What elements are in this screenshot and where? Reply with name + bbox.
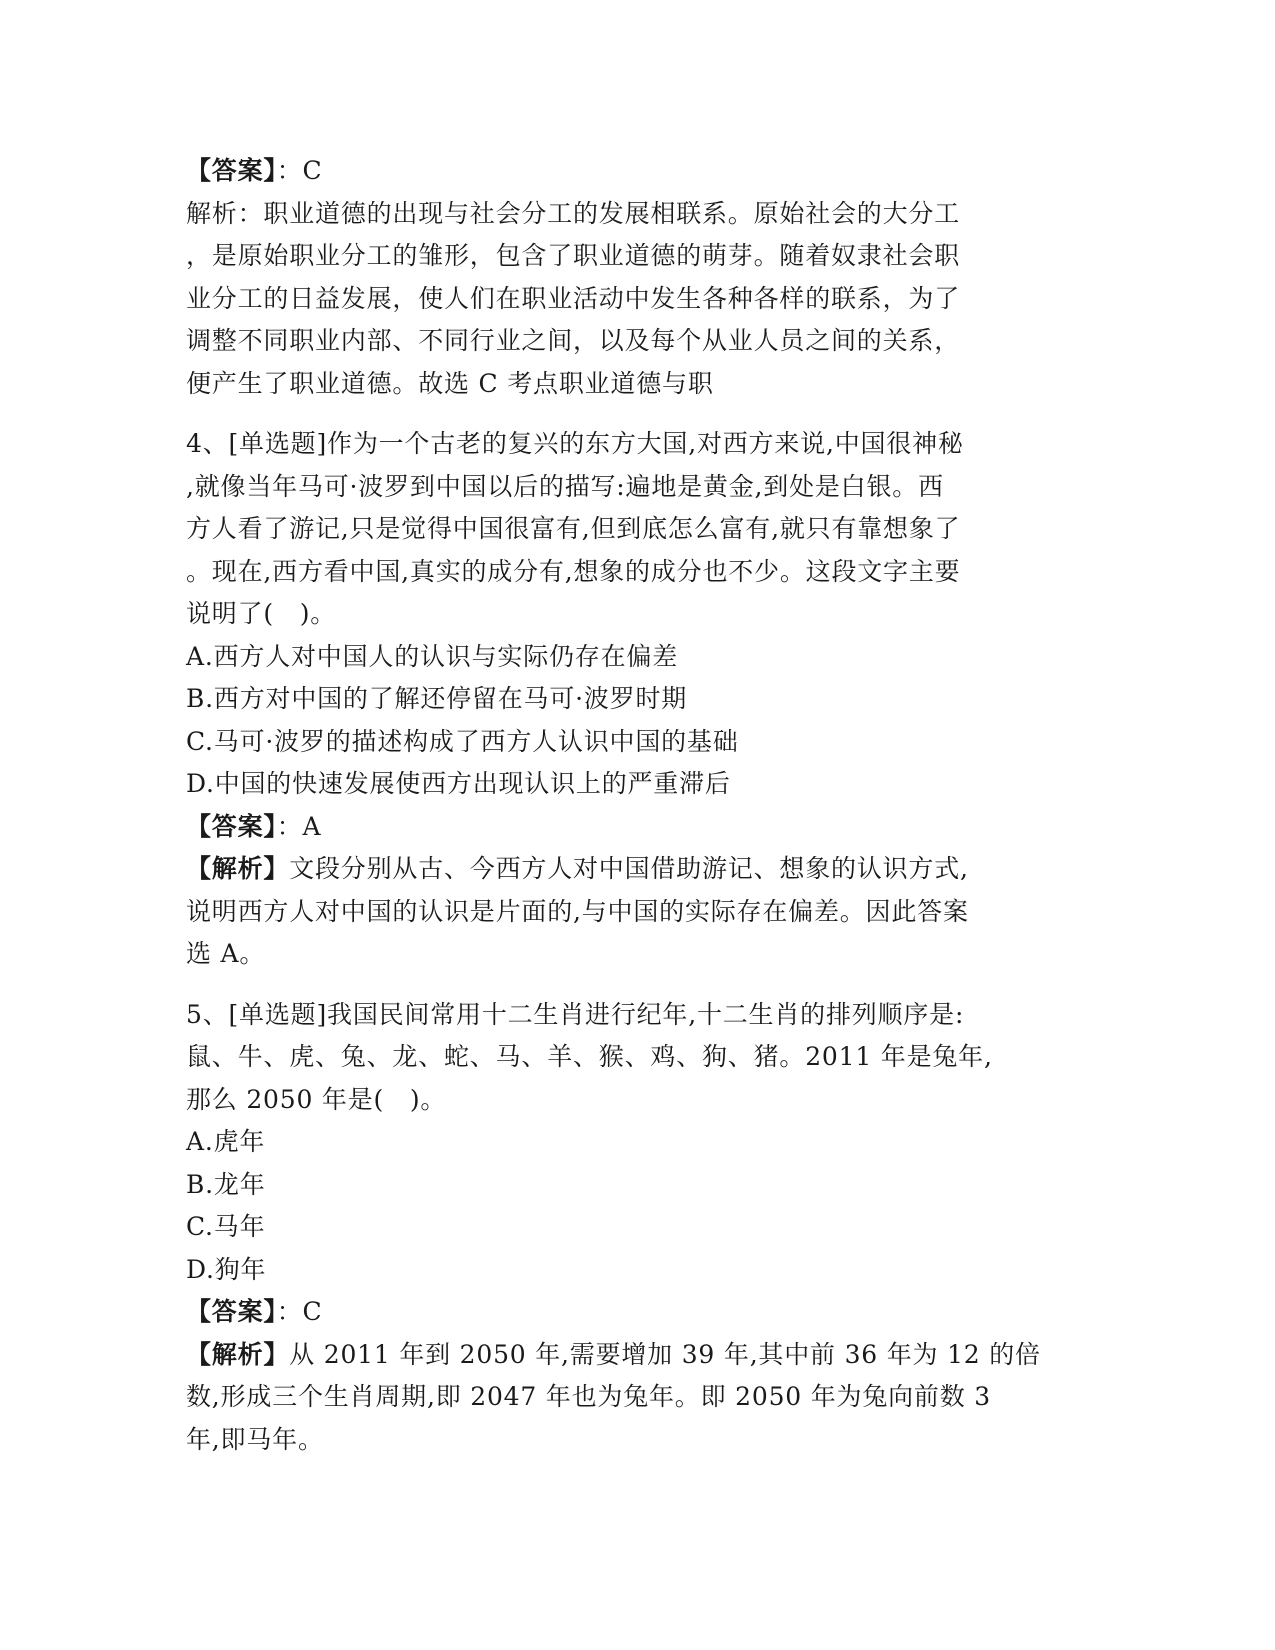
document-page: [186, 150, 1086, 1461]
explanation-line: 业分工的日益发展，使人们在职业活动中发生各种各样的联系，为了: [186, 283, 961, 313]
question-stem-line: 那么 2050 年是( )。: [186, 1084, 447, 1114]
explanation-line: 选 A。: [186, 939, 266, 968]
explanation-tag: 【解析】: [186, 854, 290, 883]
option-d: D.狗年: [186, 1254, 267, 1284]
question-stem-line: 5、[单选题]我国民间常用十二生肖进行纪年,十二生肖的排列顺序是:: [186, 999, 965, 1029]
explanation-line: ，是原始职业分工的雏形，包含了职业道德的萌芽。随着奴隶社会职: [186, 241, 961, 270]
answer-line: [186, 806, 1086, 849]
question4-block: [186, 423, 1086, 976]
question-stem-line: 鼠、牛、虎、兔、龙、蛇、马、羊、猴、鸡、狗、猪。2011 年是兔年,: [186, 1042, 993, 1071]
explanation-line: 年,即马年。: [186, 1424, 324, 1454]
explanation-text: 文段分别从古、今西方人对中国借助游记、想象的认识方式,: [289, 854, 969, 883]
question-stem-line: 说明了( )。: [186, 599, 337, 628]
option-b: B.龙年: [186, 1169, 266, 1199]
answer-tag: 【答案】: [186, 1297, 277, 1326]
question5-block: [186, 994, 1086, 1462]
option-a: A.虎年: [186, 1127, 266, 1156]
explanation-line: 便产生了职业道德。故选 C 考点职业道德与职: [186, 368, 714, 398]
explanation-line: 说明西方人对中国的认识是片面的,与中国的实际存在偏差。因此答案: [186, 896, 969, 926]
explanation-line: [186, 848, 1086, 891]
option-b: B.西方对中国的了解还停留在马可·波罗时期: [186, 684, 688, 713]
question-stem-line: 4、[单选题]作为一个古老的复兴的东方大国,对西方来说,中国很神秘: [186, 429, 964, 458]
answer-value: ：C: [276, 156, 323, 185]
option-c: C.马年: [186, 1212, 266, 1241]
answer-value: ：A: [276, 811, 322, 841]
question-stem-line: 。现在,西方看中国,真实的成分有,想象的成分也不少。这段文字主要: [186, 556, 961, 586]
explanation-text: 从 2011 年到 2050 年,需要增加 39 年,其中前 36 年为 12 的倍: [289, 1339, 1041, 1369]
explanation-line: 解析：职业道德的出现与社会分工的发展相联系。原始社会的大分工: [186, 198, 961, 228]
question-stem-line: ,就像当年马可·波罗到中国以后的描写:遍地是黄金,到处是白银。西: [186, 471, 944, 501]
question-stem-line: 方人看了游记,只是觉得中国很富有,但到底怎么富有,就只有靠想象了: [186, 514, 961, 543]
option-a: A.西方人对中国人的认识与实际仍存在偏差: [186, 641, 679, 671]
explanation-line: [186, 1334, 1086, 1377]
answer-value: ：C: [276, 1297, 323, 1326]
option-c: C.马可·波罗的描述构成了西方人认识中国的基础: [186, 726, 739, 756]
explanation-tag: 【解析】: [186, 1339, 290, 1369]
option-d: D.中国的快速发展使西方出现认识上的严重滞后: [186, 769, 731, 798]
question3-answer-block: [186, 150, 1086, 405]
answer-tag: 【答案】: [186, 156, 277, 185]
answer-tag: 【答案】: [186, 811, 277, 841]
answer-line: [186, 150, 1086, 193]
explanation-line: 调整不同职业内部、不同行业之间，以及每个从业人员之间的关系，: [186, 326, 961, 355]
answer-line: [186, 1291, 1086, 1334]
section-gap: [186, 976, 1086, 994]
section-gap: [186, 405, 1086, 423]
explanation-line: 数,形成三个生肖周期,即 2047 年也为兔年。即 2050 年为兔向前数 3: [186, 1382, 991, 1411]
